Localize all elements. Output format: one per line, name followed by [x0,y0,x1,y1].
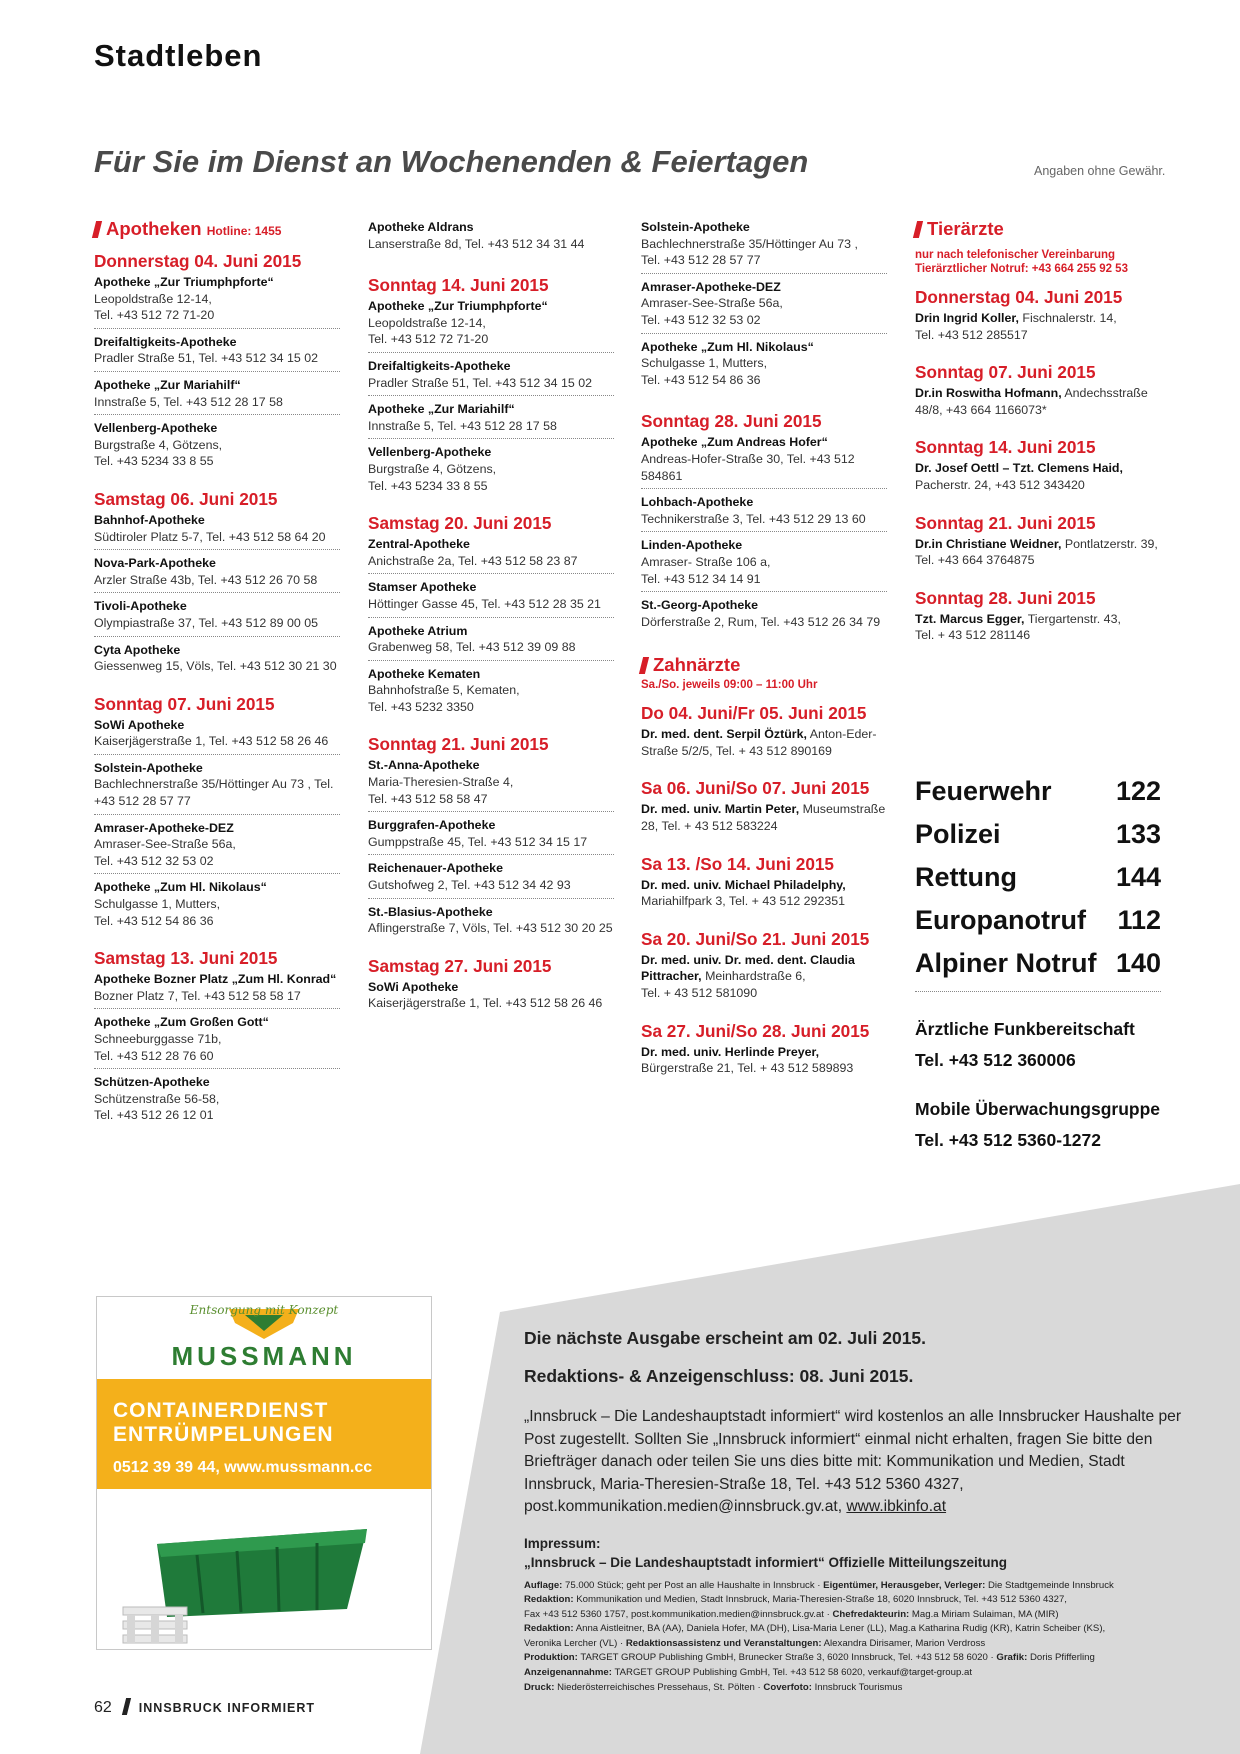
list-item [94,419,340,474]
entry-detail: Andreas-Hofer-Straße 30, Tel. +43 512 [641,451,855,466]
impressum-line [524,1579,1184,1594]
service-row [915,1014,1161,1076]
date-heading: Sonntag 07. Juni 2015 [94,693,275,714]
entry-name: Nova-Park-Apotheke [94,556,216,571]
impressum-line [524,1681,1184,1696]
entry-detail: Grabenweg 58, Tel. +43 512 39 09 88 [368,640,576,655]
page-headline: Für Sie im Dienst an Wochenenden & Feiertagen [94,144,809,179]
list-item [368,218,614,256]
disclaimer: Angaben ohne Gewähr. [1034,164,1166,178]
date-heading: Donnerstag 04. Juni 2015 [94,251,302,271]
entry-detail: Tel. +43 512 285517 [915,327,1028,342]
ad-slogan: Entsorgung mit Konzept [189,1303,339,1317]
entry-name: Vellenberg-Apotheke [94,421,218,436]
entry-detail: Maria-Theresien-Straße 4, [368,775,514,790]
list-item [368,357,614,396]
entry-name: Schützen-Apotheke [94,1075,210,1090]
entry-name: Stamser Apotheke [368,580,477,595]
entry-name: Amraser-Apotheke-DEZ [641,279,781,294]
impressum-value: TARGET GROUP Publishing GmbH, Brunecker Straße 3, 6020 Innsbruck, Tel. +43 512 58 6020 · [580,1652,997,1664]
ad-logo [97,1303,431,1372]
entry-detail: Anton-Eder-Straße 5/2/5, Tel. + 43 512 890169 [641,727,877,758]
impressum-line [524,1622,1184,1637]
entry-name: Apotheke Atrium [368,623,468,638]
entry-name: Solstein-Apotheke [94,760,203,775]
list-item [94,819,340,875]
impressum-key: Auflage: [524,1579,563,1591]
entry-detail: Leopoldstraße 12-14, [368,315,486,330]
tieraerzte-note-1: nur nach telefonischer Vereinbarung [915,249,1116,261]
entry-detail: Burgstraße 4, Götzens, [94,437,223,452]
publication-info [524,1326,1184,1695]
entry-detail: Kaiserjägerstraße 1, Tel. +43 512 58 26 46 [94,734,329,749]
impressum-key: Coverfoto: [763,1681,812,1693]
apotheken-lead-col2 [368,218,614,256]
category-apotheken [94,218,340,242]
entry-detail: Meinhardstraße 6, [705,969,806,984]
entry-name: SoWi Apotheke [94,717,185,732]
entry-name: Lohbach-Apotheke [641,495,754,510]
date-heading: Samstag 20. Juni 2015 [368,513,552,534]
entry-detail: Südtiroler Platz 5-7, Tel. +43 512 58 64 20 [94,529,326,544]
column-2 [368,218,614,1020]
entry-name: Dr. med. univ. Michael Philadelphy, [641,877,846,892]
entry-detail: Tel. +43 5234 33 8 55 [94,454,214,469]
page-number: 62 [94,1699,112,1716]
emergency-row [915,942,1161,985]
entry-detail: Olympiastraße 37, Tel. +43 512 89 00 05 [94,615,318,630]
entry-name: Apotheke „Zur Triumphpforte“ [94,275,274,289]
entry-detail: Tel. +43 512 28 76 60 [94,1048,214,1063]
tieraerzte-note [915,248,1161,276]
impressum-key: Grafik: [996,1652,1028,1664]
apotheken-days-col1 [94,250,340,1128]
list-item [641,493,887,532]
emergency-row [915,856,1161,899]
list-item [94,376,340,415]
zahnaerzte-note: Sa./So. jeweils 09:00 – 11:00 Uhr [641,679,818,692]
list-item [641,218,887,274]
entry-name: Bahnhof-Apotheke [94,512,205,527]
list-item [641,338,887,393]
entry-detail: Bachlechnerstraße 35/Höttinger Au 73 , [641,236,858,251]
entry-detail: Arzler Straße 43b, Tel. +43 512 26 70 58 [94,572,318,587]
list-item [94,1073,340,1128]
emergency-label: Feuerwehr [915,776,1052,806]
list-item [641,725,887,763]
section-title: Stadtleben [94,38,263,73]
emergency-row [915,813,1161,856]
emergency-label: Polizei [915,819,1001,849]
impressum-value: Anna Aistleitner, BA (AA), Daniela Hofer, MA (DH), Lisa-Maria Lener (LL), Mag.a Katharina Rudig (KR), Katrin Scheiber (KS), [575,1623,1106,1635]
entry-name: Dr. Josef Oettl – Tzt. Clemens Haid, [915,461,1123,476]
impressum-line [524,1666,1184,1681]
ad-band [97,1379,431,1489]
emergency-label: Alpiner Notruf [915,948,1097,978]
entry-name: Zentral-Apotheke [368,537,470,552]
list-item [641,951,887,1006]
entry-detail: Museumstraße 28, Tel. + 43 512 583224 [641,802,886,834]
entry-detail: Pradler Straße 51, Tel. +43 512 34 15 02 [368,375,592,390]
entry-name: Apotheke Bozner Platz „Zum Hl. Konrad“ [94,972,337,987]
entry-detail: Tel. +43 512 58 58 47 [368,791,488,806]
date-heading: Donnerstag 04. Juni 2015 [915,287,1123,307]
list-item [94,641,340,679]
date-heading: Sa 20. Juni/So 21. Juni 2015 [641,928,870,949]
entry-detail: Schneeburggasse 71b, [94,1032,222,1046]
impressum-key: Chefredakteurin: [832,1608,910,1620]
category-title: Zahnärzte [653,654,741,676]
list-item [368,535,614,574]
impressum-key: Redaktionsassistenz und Veranstaltungen: [625,1637,822,1649]
impressum-value: Fax +43 512 5360 1757, post.kommunikation.medien@innsbruck.gv.at · [524,1608,833,1620]
entry-detail: Aflingerstraße 7, Völs, Tel. +43 512 30 20 25 [368,921,613,936]
entry-detail: Dörferstraße 2, Rum, Tel. +43 512 26 34 79 [641,614,881,629]
entry-detail: Anichstraße 2a, Tel. +43 512 58 23 87 [368,553,578,568]
entry-detail: Pradler Straße 51, Tel. +43 512 34 15 02 [94,351,318,366]
divider [915,991,1161,992]
category-title: Apotheken [106,218,202,239]
entry-name: SoWi Apotheke [368,979,459,994]
date-heading: Sonntag 21. Juni 2015 [915,512,1096,533]
impressum-value: TARGET GROUP Publishing GmbH, Tel. +43 512 58 6020, verkauf@target-group.at [614,1667,972,1679]
list-item [94,878,340,933]
date-heading: Sonntag 28. Juni 2015 [641,411,822,432]
entry-detail: Tel. +43 512 54 86 36 [641,372,761,387]
category-title: Tierärzte [927,218,1004,239]
entry-name: Reichenauer-Apotheke [368,861,503,876]
entry-name: Apotheke „Zur Mariahilf“ [368,402,515,417]
impressum-value: Mag.a Miriam Sulaiman, MA (MIR) [911,1608,1059,1620]
apotheken-days-col2 [368,274,614,1016]
entry-detail: Technikerstraße 3, Tel. +43 512 29 13 60 [641,511,866,526]
entry-name: Dr. med. univ. Martin Peter, [641,802,800,817]
list-item [94,759,340,815]
impressum-value: Veronika Lercher (VL) · [524,1637,626,1649]
entry-name: Burggrafen-Apotheke [368,818,496,833]
list-item [368,400,614,439]
entry-detail: Innstraße 5, Tel. +43 512 28 17 58 [368,418,557,433]
list-item [915,384,1161,422]
service-label: Ärztliche Funkbereitschaft [915,1019,1135,1039]
entry-detail: Tel. +43 512 32 53 02 [94,853,214,868]
list-item [641,1043,887,1081]
entry-detail: Pontlatzerstr. 39, [1064,536,1158,551]
entry-name: Dreifaltigkeits-Apotheke [94,334,237,349]
list-item [368,622,614,661]
emergency-number: 112 [1117,905,1161,935]
entry-name: Tzt. Marcus Egger, [915,611,1025,626]
list-item [368,578,614,617]
entry-name: Dreifaltigkeits-Apotheke [368,358,511,373]
entry-detail: Kaiserjägerstraße 1, Tel. +43 512 58 26 46 [368,996,603,1011]
entry-detail: Tel. +43 512 34 14 91 [641,571,761,586]
tieraerzte-days [915,286,1161,648]
list-item [368,978,614,1016]
apotheken-lead-col3 [641,218,887,392]
entry-detail: Schützenstraße 56-58, [94,1091,220,1106]
impressum-details [524,1579,1184,1696]
date-heading: Sonntag 14. Juni 2015 [915,437,1096,458]
date-heading: Do 04. Juni/Fr 05. Juni 2015 [641,703,867,724]
date-heading: Sonntag 28. Juni 2015 [915,587,1096,608]
column-1 [94,218,340,1132]
entry-detail: +43 512 28 57 77 [94,794,191,809]
category-tieraerzte [915,218,1161,240]
entry-name: Apotheke „Zur Mariahilf“ [94,377,241,392]
ad-contact: 0512 39 39 44, www.mussmann.cc [113,1459,373,1476]
entry-name: Drin Ingrid Koller, [915,311,1019,325]
service-tel: Tel. +43 512 360006 [915,1050,1076,1070]
impressum-value: Kommunikation und Medien, Stadt Innsbruck, Maria-Theresien-Straße 18, 6020 Innsbruck, Tel. +43 512 5360 4327, [576,1594,1067,1606]
entry-detail: Tel. +43 5234 33 8 55 [368,478,488,493]
entry-detail: Amraser-See-Straße 56a, [641,296,783,311]
apotheken-days-col3 [641,410,887,634]
footer-bar [122,1698,131,1715]
entry-name: Apotheke „Zum Hl. Nikolaus“ [641,339,814,354]
ad-line-1: CONTAINERDIENST [113,1399,329,1422]
entry-name: Dr. med. univ. Dr. med. dent. Claudia Pittracher, [641,952,855,984]
entry-detail: Höttinger Gasse 45, Tel. +43 512 28 35 21 [368,596,601,611]
entry-detail: Schulgasse 1, Mutters, [94,897,221,912]
entry-detail: Tel. +43 512 26 12 01 [94,1108,214,1123]
impressum-value: Niederösterreichisches Pressehaus, St. Pölten · [557,1681,764,1693]
entry-detail: Pacherstr. 24, +43 512 343420 [915,477,1085,492]
entry-name: Apotheke Kematen [368,666,481,681]
ad-brand: MUSSMANN [171,1341,357,1371]
entry-detail: Bahnhofstraße 5, Kematen, [368,683,520,698]
list-item [94,1013,340,1069]
entry-name: Dr.in Roswitha Hofmann, [915,386,1062,401]
list-item [94,333,340,372]
date-heading: Sonntag 14. Juni 2015 [368,275,549,296]
entry-detail: Amraser- Straße 106 a, [641,554,771,569]
impressum-key: Eigentümer, Herausgeber, Verleger: [823,1579,986,1591]
tieraerzte-note-2: Tierärztlicher Notruf: +43 664 255 92 53 [915,263,1128,275]
entry-detail: Bachlechnerstraße 35/Höttinger Au 73 , Tel. [94,777,334,792]
entry-detail: Lanserstraße 8d, Tel. +43 512 34 31 44 [368,236,585,251]
impressum-value: Innsbruck Tourismus [814,1681,903,1693]
entry-detail: Bozner Platz 7, Tel. +43 512 58 58 17 [94,988,301,1003]
column-4 [915,218,1161,652]
impressum-subtitle: „Innsbruck – Die Landeshauptstadt informiert“ Offizielle Mitteilungszeitung [524,1554,1008,1570]
entry-detail: Tel. +43 512 28 57 77 [641,253,761,268]
next-issue: Die nächste Ausgabe erscheint am 02. Juli 2015. [524,1328,927,1348]
entry-detail: Giessenweg 15, Völs, Tel. +43 512 30 21 30 [94,659,337,674]
list-item [641,876,887,914]
entry-name: St.-Anna-Apotheke [368,758,480,773]
ad-line-2: ENTRÜMPELUNGEN [113,1423,334,1446]
entry-detail: Tel. +43 512 32 53 02 [641,312,761,327]
entry-name: Cyta Apotheke [94,642,181,657]
impressum-title: Impressum: [524,1535,601,1551]
entry-detail: Tel. +43 512 54 86 36 [94,913,214,928]
emergency-number: 144 [1115,862,1161,892]
list-item [641,800,887,838]
list-item [94,970,340,1009]
list-item [915,309,1161,347]
date-heading: Sonntag 21. Juni 2015 [368,734,549,755]
list-item [915,610,1161,648]
list-item [94,554,340,593]
entry-detail: Fischnalerstr. 14, [1022,311,1117,325]
impressum-key: Redaktion: [524,1623,574,1635]
impressum-value: Alexandra Dirisamer, Marion Verdross [823,1637,986,1649]
date-heading: Sa 27. Juni/So 28. Juni 2015 [641,1020,870,1041]
date-heading: Samstag 13. Juni 2015 [94,948,278,969]
list-item [641,433,887,489]
list-item [368,903,614,941]
emergency-number: 140 [1115,948,1161,978]
entry-detail: Tel. + 43 512 281146 [915,628,1031,643]
impressum-line [524,1593,1184,1608]
emergency-row [915,899,1161,942]
emergency-label: Rettung [915,862,1017,892]
entry-detail: Gutshofweg 2, Tel. +43 512 34 42 93 [368,878,571,893]
date-heading: Sa 06. Juni/So 07. Juni 2015 [641,778,870,799]
info-body [524,1406,1184,1519]
list-item [94,597,340,636]
entry-name: Apotheke „Zur Triumphpforte“ [368,299,548,314]
emergency-number: 133 [1115,819,1161,849]
entry-detail: Bürgerstraße 21, Tel. + 43 512 589893 [641,1061,854,1076]
zahnaerzte-days [641,702,887,1081]
impressum-key: Produktion: [524,1652,578,1664]
list-item [368,665,614,720]
entry-detail: Tel. +43 664 3764875 [915,553,1035,568]
list-item [368,756,614,812]
impressum-value: 75.000 Stück; geht per Post an alle Haushalte in Innsbruck · [565,1579,824,1591]
container-icon [97,1489,431,1649]
hotline: Hotline: 1455 [206,224,282,238]
entry-name: Linden-Apotheke [641,538,743,553]
date-heading: Samstag 06. Juni 2015 [94,488,278,509]
impressum-line [524,1637,1184,1652]
impressum-key: Redaktion: [524,1594,574,1606]
entry-name: Apotheke „Zum Großen Gott“ [94,1015,269,1030]
entry-name: Solstein-Apotheke [641,220,750,234]
entry-name: Apotheke „Zum Hl. Nikolaus“ [94,880,267,895]
impressum-line [524,1651,1184,1666]
list-item [368,816,614,855]
entry-detail: Tel. +43 5232 3350 [368,699,474,714]
service-row [915,1094,1161,1156]
list-item [368,297,614,353]
entry-detail: Tel. +43 512 72 71-20 [94,308,215,323]
entry-name: Dr.in Christiane Weidner, [915,536,1062,551]
entry-detail: Amraser-See-Straße 56a, [94,837,236,852]
entry-detail: Schulgasse 1, Mutters, [641,356,768,371]
impressum-value: Doris Pfifferling [1029,1652,1095,1664]
entry-detail: Leopoldstraße 12-14, [94,291,212,306]
website-link[interactable]: www.ibkinfo.at [846,1498,947,1515]
list-item [94,273,340,329]
entry-detail: Innstraße 5, Tel. +43 512 28 17 58 [94,394,283,409]
date-heading: Samstag 27. Juni 2015 [368,955,552,976]
list-item [641,536,887,592]
entry-name: Vellenberg-Apotheke [368,445,492,460]
impressum-value: Die Stadtgemeinde Innsbruck [987,1579,1114,1591]
deadline: Redaktions- & Anzeigenschluss: 08. Juni 2015. [524,1366,914,1386]
list-item [915,535,1161,573]
impressum-key: Anzeigenannahme: [524,1667,612,1679]
footer-title: INNSBRUCK INFORMIERT [138,1701,316,1715]
emergency-label: Europanotruf [915,905,1086,935]
service-label: Mobile Überwachungsgruppe [915,1099,1161,1119]
entry-detail: Gumppstraße 45, Tel. +43 512 34 15 17 [368,834,588,849]
info-body-text: „Innsbruck – Die Landeshauptstadt informiert“ wird kostenlos an alle Innsbrucker Haushalte per Post zugestellt. Sollten Sie „Innsbruck informiert“ einmal nicht erhalten, fragen Sie bitte den Briefträger danach oder teilen Sie uns dies bitte mit: Kommunikation und Medien, Stadt Innsbruck, Maria-Theresien-Straße 18, Tel. +43 512 5360 4327, post.kommunikation.medien@innsbruck.gv.at, [524,1408,1182,1515]
entry-name: Apotheke „Zum Andreas Hofer“ [641,435,828,450]
entry-name: St.-Georg-Apotheke [641,598,759,613]
list-item [94,716,340,755]
list-item [368,443,614,498]
list-item [641,596,887,634]
entry-name: Dr. med. dent. Serpil Öztürk, [641,727,807,742]
emergency-row [915,770,1161,813]
entry-detail: Tel. + 43 512 581090 [641,986,758,1001]
list-item [915,459,1161,497]
entry-detail: Mariahilfpark 3, Tel. + 43 512 292351 [641,894,846,909]
category-zahnaerzte [641,654,887,676]
list-item [94,511,340,550]
entry-detail: Tiergartenstr. 43, [1027,611,1121,626]
entry-name: Apotheke Aldrans [368,220,474,234]
impressum-key: Druck: [524,1681,555,1693]
column-3 [641,218,887,1085]
emergency-number: 122 [1115,776,1161,806]
impressum-line [524,1608,1184,1623]
service-tel: Tel. +43 512 5360-1272 [915,1130,1102,1150]
page-footer [94,1698,315,1717]
entry-detail: Tel. +43 512 72 71-20 [368,332,489,347]
date-heading: Sonntag 07. Juni 2015 [915,362,1096,383]
list-item [641,278,887,334]
entry-name: Amraser-Apotheke-DEZ [94,820,234,835]
emergency-numbers [915,770,1161,1174]
entry-name: Dr. med. univ. Herlinde Preyer, [641,1044,820,1059]
entry-name: Tivoli-Apotheke [94,599,187,614]
entry-name: St.-Blasius-Apotheke [368,904,493,919]
entry-detail: Burgstraße 4, Götzens, [368,461,497,476]
entry-detail: 584861 [641,468,683,483]
list-item [368,859,614,898]
entry-detail: Andechsstraße 48/8, +43 664 1166073* [915,386,1148,417]
date-heading: Sa 13. /So 14. Juni 2015 [641,853,834,874]
advertisement-mussmann [96,1296,432,1650]
